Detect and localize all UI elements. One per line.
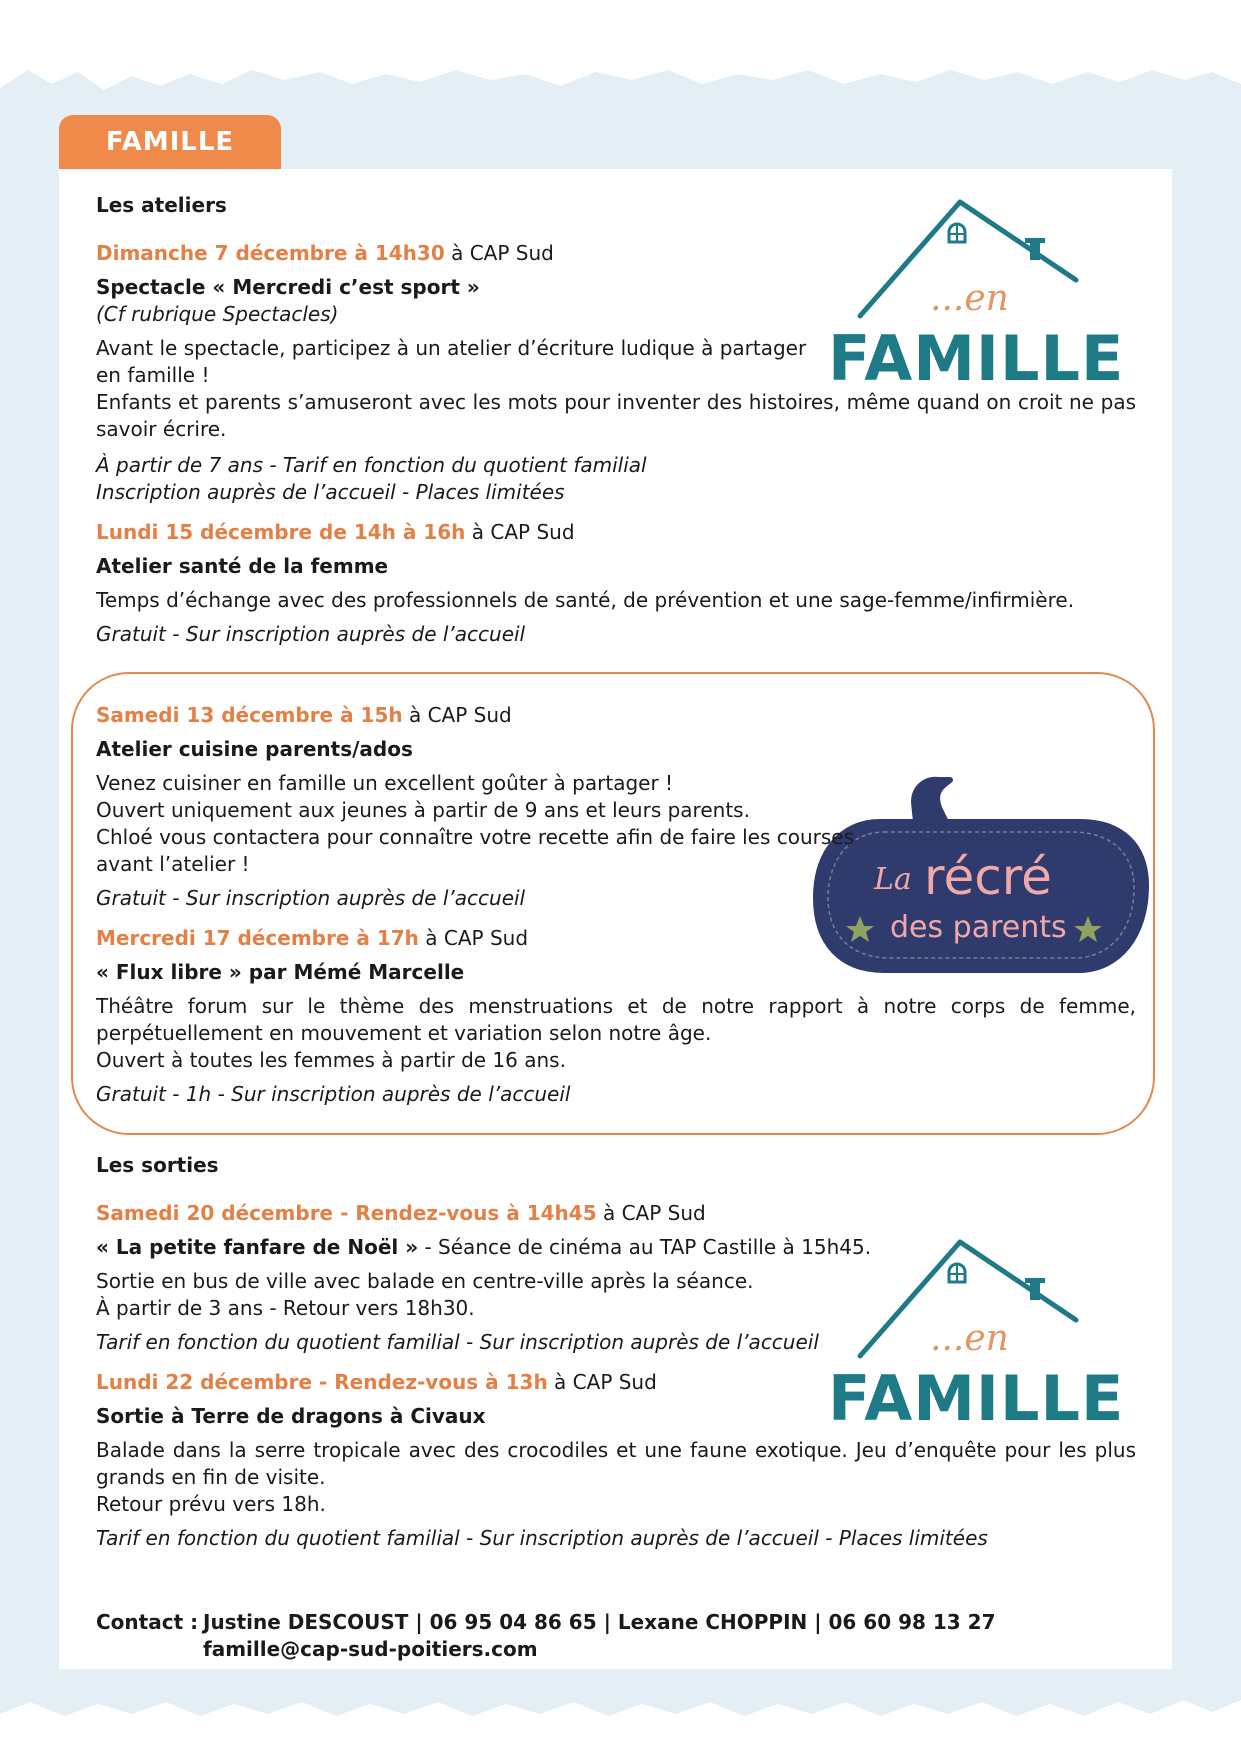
event-info: Inscription auprès de l’accueil - Places limitées	[96, 480, 565, 504]
event-date: Lundi 22 décembre - Rendez-vous à 13h	[96, 1370, 548, 1394]
event-date-line	[96, 925, 528, 952]
event-info: Gratuit - Sur inscription auprès de l’accueil	[96, 886, 526, 910]
event-date-line	[96, 240, 554, 267]
event-place: à CAP Sud	[444, 241, 554, 265]
event-title-line	[96, 1234, 871, 1261]
event-description: Ouvert uniquement aux jeunes à partir de 9 ans et leurs parents.	[96, 798, 750, 822]
event-reference: (Cf rubrique Spectacles)	[96, 302, 339, 326]
event-description: Balade dans la serre tropicale avec des crocodiles et une faune exotique. Jeu d’enquête pour les plus grands en fin de visite.	[96, 1438, 1136, 1489]
event-description: Avant le spectacle, participez à un atelier d’écriture ludique à partager	[96, 336, 807, 360]
contact-names-phones: Justine DESCOUST | 06 95 04 86 65 | Lexane CHOPPIN | 06 60 98 13 27	[203, 1610, 996, 1634]
event-date: Dimanche 7 décembre à 14h30	[96, 241, 445, 265]
event-date: Lundi 15 décembre de 14h à 16h	[96, 520, 466, 544]
event-place: à CAP Sud	[596, 1201, 706, 1225]
event-description: Retour prévu vers 18h.	[96, 1492, 326, 1516]
event-info: Gratuit - Sur inscription auprès de l’accueil	[96, 622, 526, 646]
section-heading-ateliers: Les ateliers	[96, 193, 227, 217]
event-description: Temps d’échange avec des professionnels de santé, de prévention et une sage-femme/infirmière.	[96, 588, 1075, 612]
event-title-rest: - Séance de cinéma au TAP Castille à 15h45.	[418, 1235, 872, 1259]
logo-famille-text: FAMILLE	[828, 1362, 1125, 1435]
event-place: à CAP Sud	[418, 926, 529, 950]
event-date-line	[96, 519, 575, 546]
event-description: Sortie en bus de ville avec balade en centre-ville après la séance.	[96, 1269, 754, 1293]
logo-recre-la: La	[874, 862, 912, 897]
event-title: « La petite fanfare de Noël »	[96, 1235, 419, 1259]
event-title: « Flux libre » par Mémé Marcelle	[96, 960, 465, 984]
event-title: Atelier santé de la femme	[96, 554, 389, 578]
event-title: Atelier cuisine parents/ados	[96, 737, 413, 761]
section-tab-famille: FAMILLE	[59, 115, 281, 169]
event-description: Enfants et parents s’amuseront avec les mots pour inventer des histoires, même quand on croit ne pas savoir écrire.	[96, 390, 1136, 441]
event-title: Spectacle « Mercredi c’est sport »	[96, 275, 480, 299]
event-description: Ouvert à toutes les femmes à partir de 16 ans.	[96, 1048, 566, 1072]
event-description: Chloé vous contactera pour connaître votre recette afin de faire les courses	[96, 825, 855, 849]
event-info: Tarif en fonction du quotient familial - Sur inscription auprès de l’accueil	[96, 1330, 819, 1354]
logo-recre-des-parents: des parents	[890, 910, 1067, 945]
event-place: à CAP Sud	[402, 703, 512, 727]
event-info: Tarif en fonction du quotient familial - Sur inscription auprès de l’accueil - Places limitées	[96, 1526, 988, 1550]
contact-email[interactable]: famille@cap-sud-poitiers.com	[203, 1637, 538, 1661]
logo-recre-word: récré	[924, 848, 1052, 906]
event-date-line	[96, 702, 512, 729]
logo-famille-text: FAMILLE	[828, 322, 1125, 395]
contact-label: Contact :	[96, 1610, 199, 1634]
event-place: à CAP Sud	[465, 520, 575, 544]
event-description: Théâtre forum sur le thème des menstruations et de notre rapport à notre corps de femme, perpétuellement en mouvement et variation selon notre âge.	[96, 994, 1136, 1045]
logo-en-text: ...en	[930, 278, 1009, 319]
section-heading-sorties: Les sorties	[96, 1153, 219, 1177]
event-info: Gratuit - 1h - Sur inscription auprès de l’accueil	[96, 1082, 571, 1106]
logo-en-text: ...en	[930, 1318, 1009, 1359]
event-date-line	[96, 1369, 657, 1396]
event-date: Samedi 13 décembre à 15h	[96, 703, 403, 727]
event-description: À partir de 3 ans - Retour vers 18h30.	[96, 1296, 475, 1320]
event-description: avant l’atelier !	[96, 852, 250, 876]
event-date: Mercredi 17 décembre à 17h	[96, 926, 419, 950]
event-info: À partir de 7 ans - Tarif en fonction du quotient familial	[96, 453, 647, 477]
event-date: Samedi 20 décembre - Rendez-vous à 14h45	[96, 1201, 597, 1225]
event-place: à CAP Sud	[547, 1370, 657, 1394]
event-description: en famille !	[96, 363, 210, 387]
event-description: Venez cuisiner en famille un excellent goûter à partager !	[96, 771, 674, 795]
event-date-line	[96, 1200, 706, 1227]
event-title: Sortie à Terre de dragons à Civaux	[96, 1404, 486, 1428]
